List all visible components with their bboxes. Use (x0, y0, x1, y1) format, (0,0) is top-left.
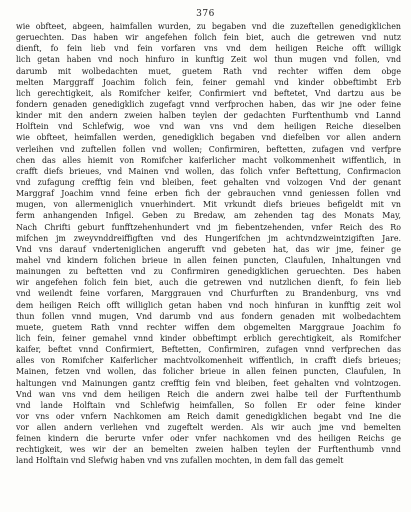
text-line: rechtigkeit, wes wir der an bemelten zweien halben teylen der Furftenthumb vnnd (16, 445, 401, 455)
text-line: land Holftain vnd Slefwig haben vnd vns zufallen mochten, in dem fall das gemelt (16, 456, 344, 466)
text-line: vnd zufagung crefftig fein vnd bleiben, feet gehalten vnd volzogen Vnd der genant (16, 177, 401, 187)
text-line: mainungen zu beftetten vnd zu Confirmiren genedigklichen geruechten. Des haben (16, 267, 401, 277)
text-line: mifchen jm zweyvnddreiffigften vnd des Hungerifchen jm achtvndzweintzigiften Jare. (16, 233, 401, 243)
text-line: darumb mit wolbedachten muet, guetem Rath vnd rechter wiffen dem obge (16, 66, 401, 76)
text-line: Holftein vnd Schlefwig, woe vnd wan vns vnd dem heiligen Reiche dieselben (16, 122, 401, 132)
text-line: kinder mit den andern zweien halben teylen der gedachten Furftenthumb vnd Lannd (16, 111, 401, 121)
text-line: wie obfteet, heimfallen werden, genedigklich begaben vnd diefelben vor allen andern (16, 133, 401, 143)
page-number: 376 (196, 9, 215, 19)
text-line: lich gerechtigkeit, als Romifcher keifer, Confirmiert vnd beftetet, Vnd dartzu aus be (16, 88, 401, 98)
text-line: ferm anhangenden Infigel. Geben zu Bredaw, am zehenden tag des Monats May, (16, 211, 401, 221)
text-line: mahel vnd kindern folichen brieue in allen feinen puncten, Claufulen, Inhaltungen vnd (16, 255, 401, 265)
text-line: mugen, von allermeniglich vnuerhindert. Mit vrkundt diefs brieues befigeldt mit vn (16, 200, 401, 210)
text-line: vnd weilendt feine vorfaren, Marggrauen vnd Churfurften zu Brandenburg, vns vnd (16, 289, 401, 299)
text-line: melten Marggraff Joachim folich fein, feiner gemahl vnd kinder obbeftimbt Erb (16, 77, 401, 87)
text-line: vor allen andern verliehen vnd zugeftelt werden. Als wir auch jme vnd bemelten (16, 423, 401, 433)
text-line: feinen kindern die berurte vnfer oder vnfer nachkomen vnd des heiligen Reichs ge (16, 434, 401, 444)
text-line: Marggraf Joachim vnnd feine erben fich der gebrauchen vnnd geniessen follen vnd (16, 189, 401, 199)
text-line: crafft diefs brieues, vnd Mainen vnd wollen, das folich vnfer Beftettung, Confirmacion (16, 166, 401, 176)
text-line: Nach Chrifti geburt funfftzehenhundert vnd jm fiebentzehenden, vnfer Reich des Ro (16, 222, 401, 232)
text-line: Vnd vns darauf vnderteniglichen angerufft vnd gebeten hat, das wir jme, feiner ge (16, 244, 401, 254)
text-line: vnd lande Holftain vnd Schlefwig heimfallen, So follen Er oder feine kinder (16, 400, 401, 410)
text-line: alles von Romifcher Kaiferlicher machtvolkomenheit wiffentlich, in crafft diefs brieues; (16, 356, 401, 366)
text-line: kaifer, beftet vnnd Confirmiert, Beftetten, Confirmiren, zufagen vnnd verfprechen das (16, 345, 401, 355)
text-line: vor vns oder vnfern Nachkomen am Reich damit genedigklichen begabt vnd Ine die (16, 411, 401, 421)
text-line: Vnd wan vns vnd dem heiligen Reich die andern zwei halbe teil der Furftenthumb (16, 389, 401, 399)
text-line: lich fein, feiner gemahel vnnd kinder obbeftimpt erblich gerechtigkeit, als Romifcher (16, 333, 401, 343)
text-line: haltungen vnd Mainungen gantz crefftig fein vnd bleiben, feet gehalten vnd volntzogen. (16, 378, 401, 388)
body-text (16, 21, 401, 467)
text-line: thun follen vnnd mugen, Vnd darumb vnd aus fondern genaden mit wolbedachtem (16, 311, 401, 321)
text-line: wir angefehen folich fein biet, auch die getrewen vnd nutzlichen dienft, fo fein lieb (16, 278, 401, 288)
text-line: chen das alles hiemit von Romifcher kaiferlicher macht volkommenheit wiffentlich, in (16, 155, 401, 165)
text-line: dienft, fo fein lieb vnd fein vorfaren vns vnd dem heiligen Reiche offt willigk (16, 44, 401, 54)
text-line: wie obfteet, abgeen, haimfallen wurden, zu begaben vnd die zuzeftellen genedigklichen (16, 22, 401, 31)
text-line: geruechten. Das haben wir angefehen folich fein biet, auch die getrewen vnd nutz (16, 33, 401, 43)
text-line: muete, guetem Rath vnnd rechter wiffen dem obgemelten Marggraue Joachim fo (16, 322, 401, 332)
text-line: verleihen vnd zuftellen follen vnd wollen; Confirmiren, beftetten, zufagen vnd verfpre (16, 144, 401, 154)
text-line: dem heiligen Reich offt williglich getan haben vnd noch hinfuran in kunfftig zeit wol (16, 300, 401, 310)
text-line: lich getan haben vnd noch hinfuro in kunftig Zeit wol thun mugen vnd follen, vnd (16, 55, 401, 65)
text-line: Mainen, fetzen vnd wollen, das folicher brieue in allen feinen puncten, Claufulen, In (16, 367, 401, 377)
text-line: fondern genaden genedigklich zugefagt vnnd verfprochen haben, das wir jne oder feine (16, 99, 401, 109)
